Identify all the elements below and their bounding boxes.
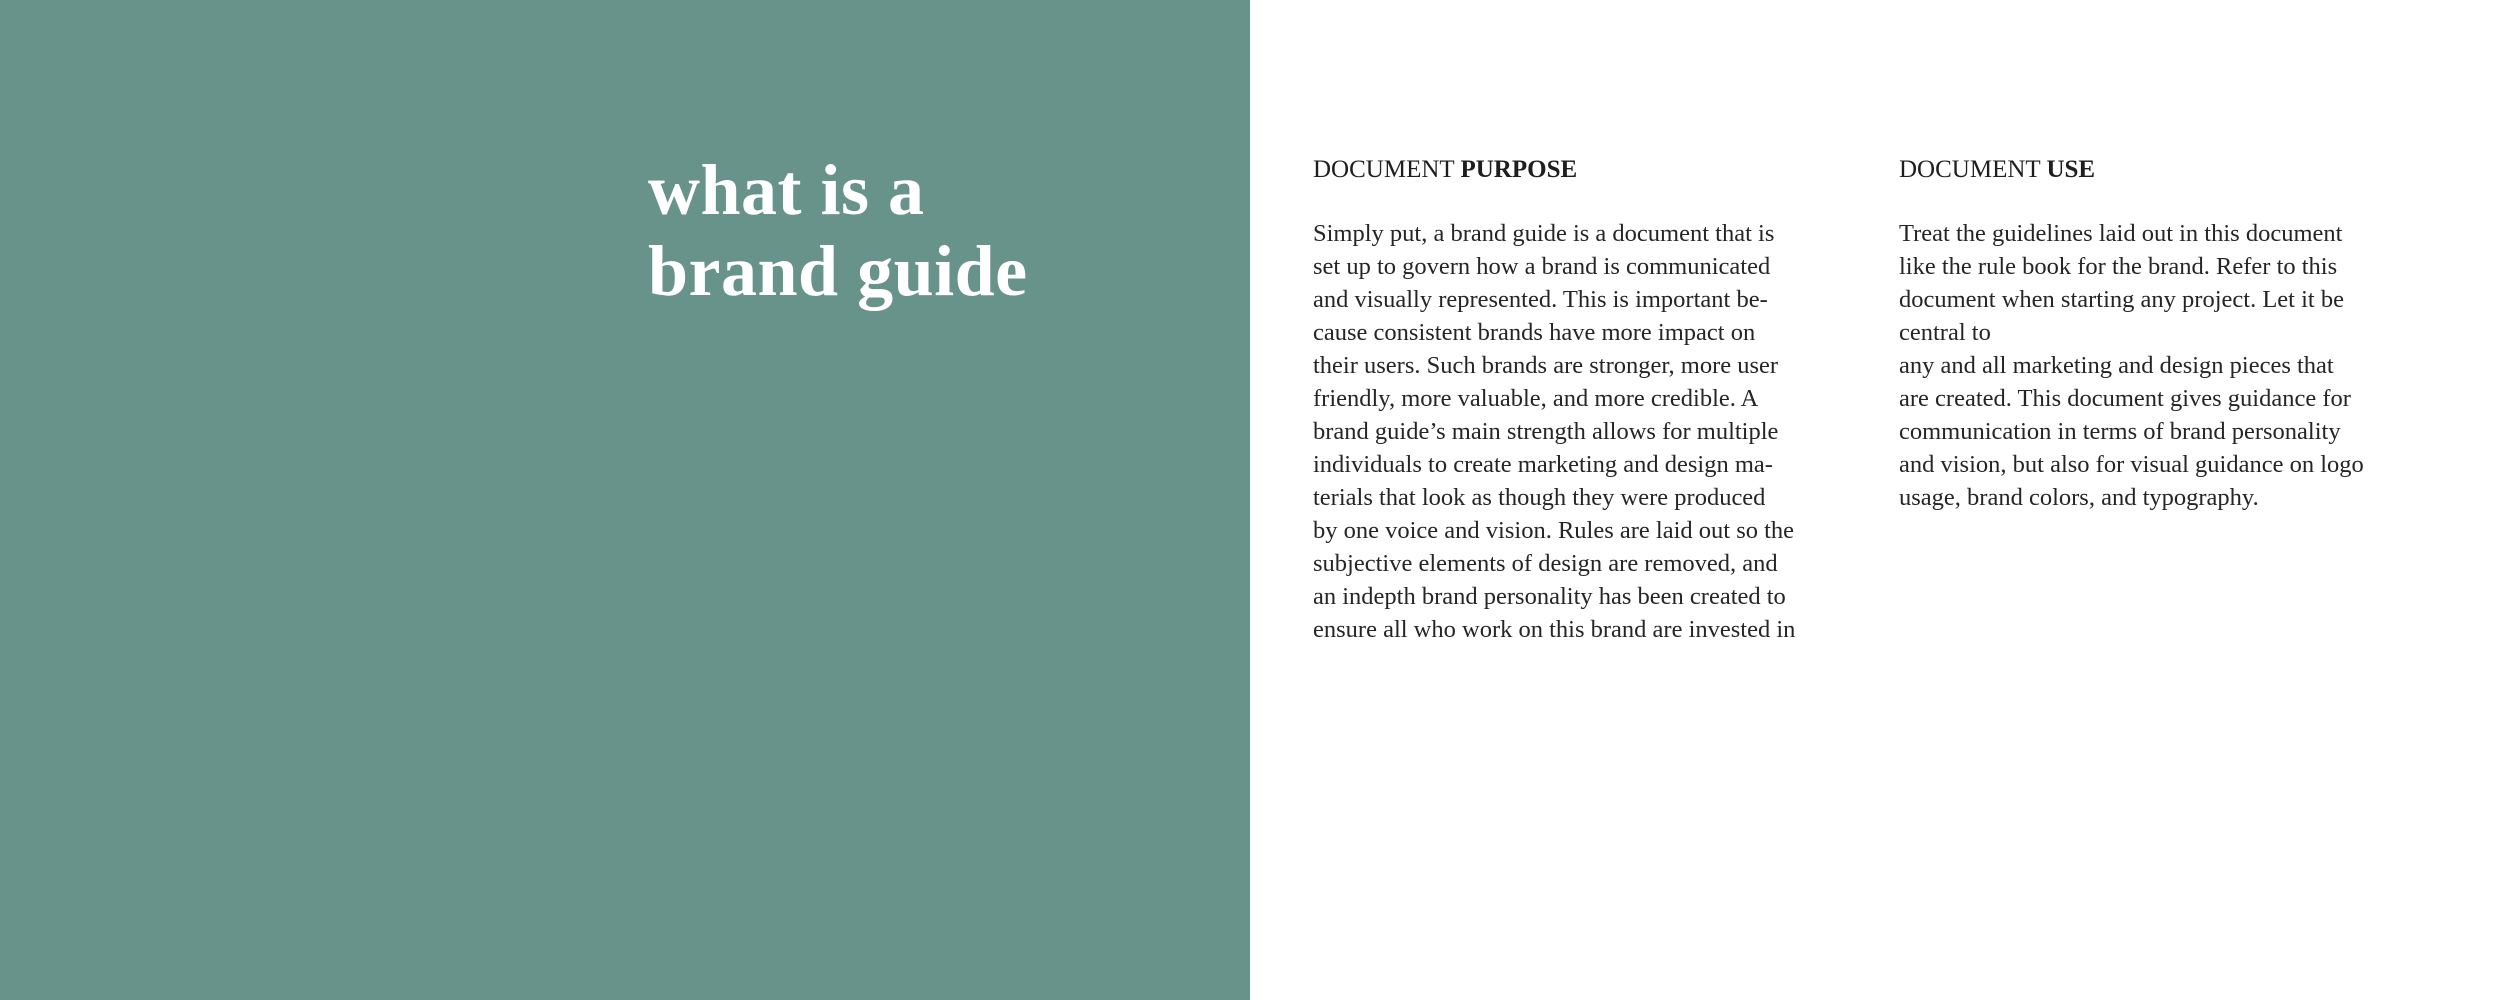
use-text-line: are created. This document gives guidance for [1899,385,2351,412]
page-title [648,150,1028,312]
use-text-line: central to [1899,319,1991,346]
purpose-heading-emphasis: PURPOSE [1460,156,1578,183]
title-line: brand guide [648,231,1028,311]
purpose-text-line: friendly, more valuable, and more credible. A [1313,385,1759,412]
use-heading-prefix: DOCUMENT [1899,156,2041,183]
purpose-text-line: and visually represented. This is important be- [1313,286,1768,313]
use-section [1899,155,2439,514]
use-heading-emphasis: USE [2046,156,2096,183]
use-text-line: like the rule book for the brand. Refer to this [1899,253,2338,280]
purpose-text-line: set up to govern how a brand is communicated [1313,253,1771,280]
use-text-line: document when starting any project. Let it be [1899,286,2344,313]
purpose-section [1313,155,1865,646]
purpose-text-line: by one voice and vision. Rules are laid out so the [1313,517,1795,544]
purpose-heading-prefix: DOCUMENT [1313,156,1455,183]
purpose-text-line: their users. Such brands are stronger, more user [1313,352,1779,379]
purpose-text-line: subjective elements of design are removed, and [1313,550,1778,577]
purpose-text-line: individuals to create marketing and design ma- [1313,451,1773,478]
use-body [1899,217,2439,514]
use-text-line: communication in terms of brand personality [1899,418,2341,445]
purpose-text-line: cause consistent brands have more impact on [1313,319,1756,346]
purpose-text-line: brand guide’s main strength allows for multiple [1313,418,1779,445]
purpose-text-line: Simply put, a brand guide is a document that is [1313,220,1775,247]
purpose-text-line: an indepth brand personality has been created to [1313,583,1786,610]
purpose-text-line: ensure all who work on this brand are invested in [1313,616,1796,643]
purpose-text-line: terials that look as though they were produced [1313,484,1766,511]
use-text-line: Treat the guidelines laid out in this document [1899,220,2343,247]
purpose-body [1313,217,1865,646]
title-line: what is a [648,150,925,230]
use-heading [1899,155,2439,185]
use-text-line: any and all marketing and design pieces that [1899,352,2334,379]
use-text-line: usage, brand colors, and typography. [1899,484,2259,511]
use-text-line: and vision, but also for visual guidance on logo [1899,451,2364,478]
purpose-heading [1313,155,1865,185]
